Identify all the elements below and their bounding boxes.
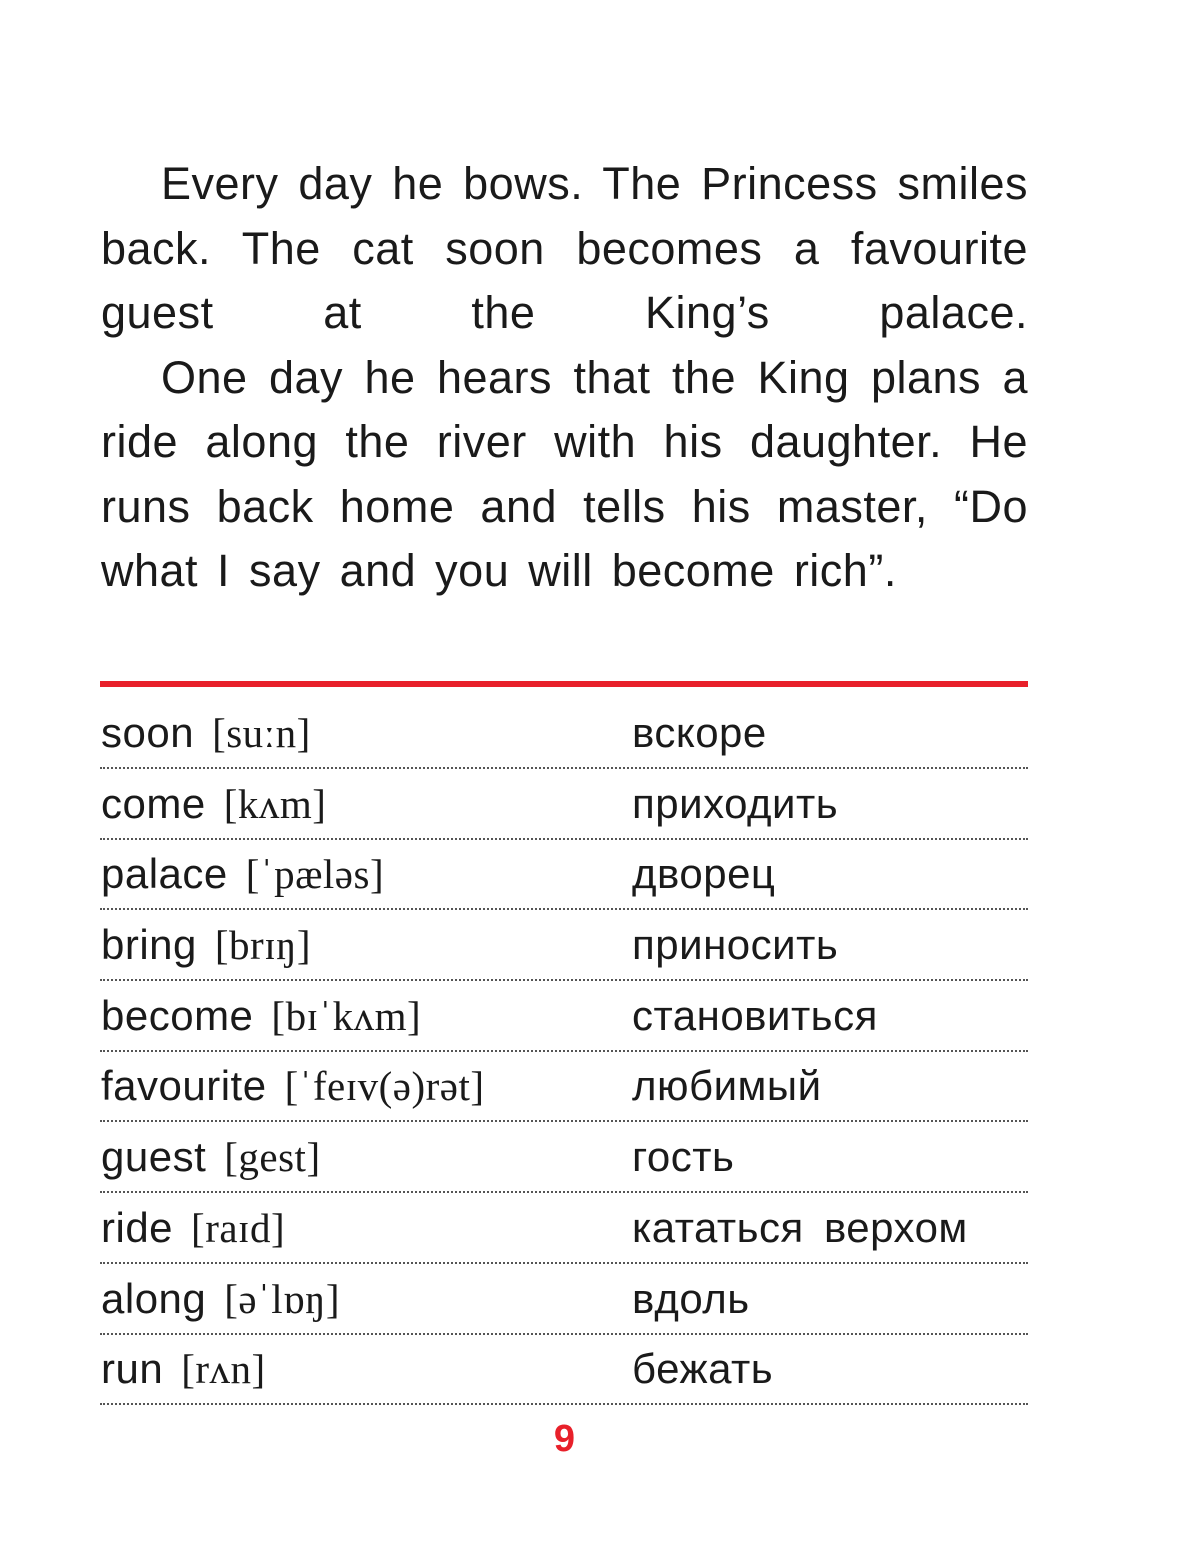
vocabulary-translation: приходить [632,779,839,827]
vocabulary-translation: становиться [632,991,878,1039]
vocabulary-word: bring [101,921,197,969]
vocabulary-translation: гость [632,1133,735,1181]
vocabulary-transcription: [ˈfeɪv(ə)rət] [284,1063,485,1110]
vocabulary-translation: вскоре [632,709,767,756]
vocabulary-translation: кататься верхом [632,1203,968,1251]
vocabulary-word: become [101,991,254,1039]
vocabulary-word-entry [101,1344,266,1394]
vocabulary-row [100,912,1028,981]
vocabulary-translation: любимый [632,1062,822,1110]
vocabulary-transcription: [rʌn] [181,1346,266,1393]
vocabulary-transcription: [əˈlɒŋ] [224,1275,341,1322]
vocabulary-word: palace [101,850,228,898]
vocabulary-word-entry [101,920,311,970]
vocabulary-word: run [101,1345,164,1393]
story-paragraph-2: One day he hears that the King plans a ride along the river with his daughter. He runs back home and tells his master, “Do what I say and you will become rich”. [101,351,1028,596]
page-number: 9 [553,1418,576,1460]
vocabulary-translation: дворец [632,850,776,898]
vocabulary-word: along [101,1274,207,1322]
vocabulary-word-entry [101,1132,321,1182]
vocabulary-word-entry [101,849,384,899]
vocabulary-translation: вдоль [632,1274,750,1322]
vocabulary-row [100,1195,1028,1264]
vocabulary-transcription: [ˈpæləs] [245,851,385,898]
section-divider [100,681,1028,687]
vocabulary-row [100,1266,1028,1335]
vocabulary-word: come [101,779,206,827]
vocabulary-transcription: [brɪŋ] [214,922,312,969]
vocabulary-row [100,771,1028,840]
vocabulary-transcription: [kʌm] [223,780,327,827]
vocabulary-word: ride [101,1203,174,1251]
vocabulary-transcription: [bɪˈkʌm] [271,992,422,1039]
vocabulary-list [100,700,1028,1407]
vocabulary-word: favourite [101,1062,267,1110]
story-paragraph-1: Every day he bows. The Princess smiles back. The cat soon becomes a favourite guest at the King’s palace. [101,158,1028,338]
vocabulary-word: guest [101,1133,207,1181]
vocabulary-word-entry [101,991,421,1041]
vocabulary-row [100,700,1028,769]
vocabulary-row [100,1124,1028,1193]
vocabulary-transcription: [gest] [224,1134,321,1181]
vocabulary-transcription: [suːn] [212,710,311,756]
vocabulary-row [100,841,1028,910]
vocabulary-transcription: [raɪd] [191,1204,286,1251]
vocabulary-word-entry [101,779,326,829]
vocabulary-translation: бежать [632,1345,774,1393]
vocabulary-row [100,1053,1028,1122]
vocabulary-word-entry [101,1203,285,1253]
vocabulary-row [100,983,1028,1052]
vocabulary-word-entry [101,1274,340,1324]
vocabulary-row [100,1336,1028,1405]
vocabulary-word-entry [101,1061,485,1111]
story-text [101,152,1028,604]
vocabulary-translation: приносить [632,921,839,969]
vocabulary-word-entry [101,708,311,758]
vocabulary-word: soon [101,709,195,756]
